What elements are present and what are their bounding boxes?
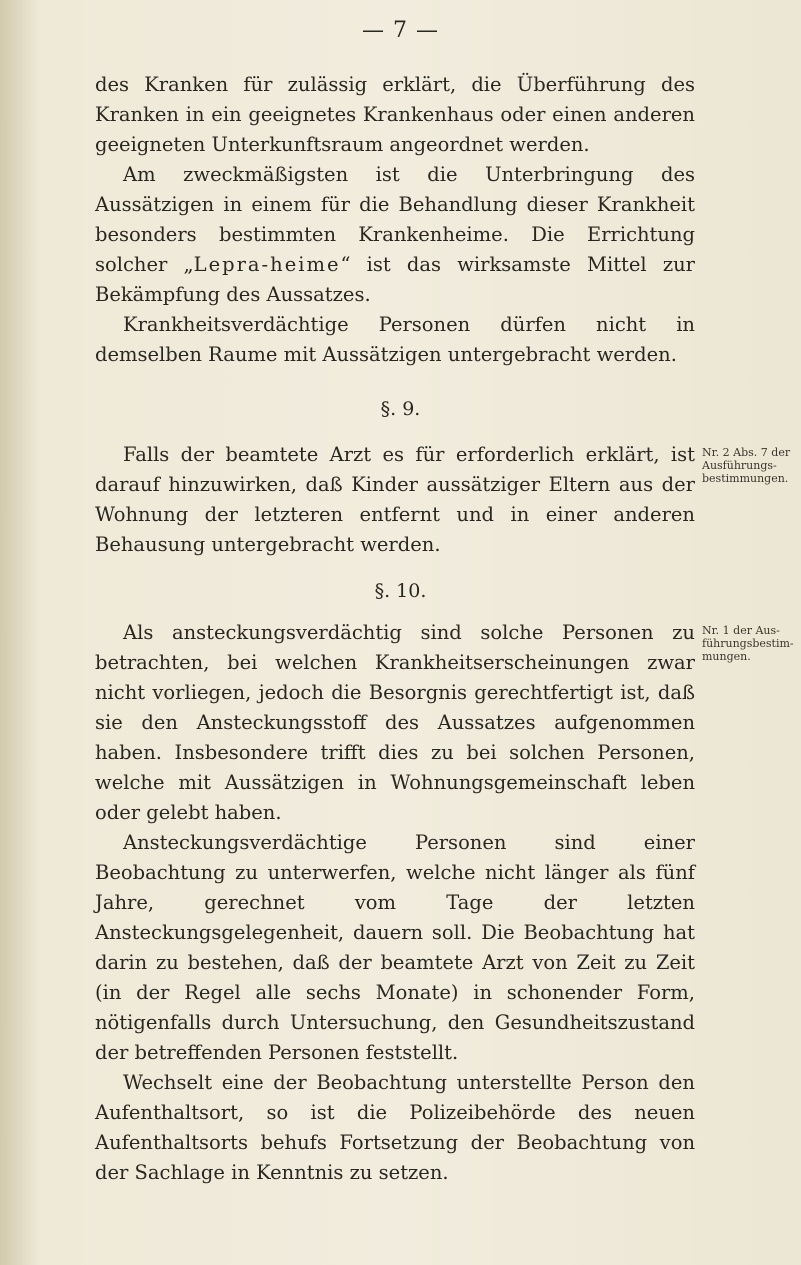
margin-note-1-line-1: Nr. 2 Abs. 7 der	[702, 446, 791, 459]
page-number: — 7 —	[362, 18, 439, 43]
paragraph-6: Ansteckungsverdächtige Personen sind einer Beobachtung zu unterwerfen, welche nicht länger als fünf Jahre, gerechnet vom Tage der letzten Ansteckungsgelegenheit, dauern soll. Die Beobachtung hat darin zu bestehen, daß der beamtete Arzt von Zeit zu Zeit (in der Regel alle sechs Monate) in schonender Form, nötigenfalls durch Untersuchung, den Gesundheitszustand der betreffenden Personen feststellt.	[95, 831, 695, 1064]
margin-note-1	[702, 446, 801, 485]
paragraph-2-part-a: Am zweckmäßigsten ist die Unterbringung des Aussätzigen in einem für die Behandlung dieser Krankheit besonders bestimmten Krankenheime. Die Errichtung solcher „	[95, 163, 695, 276]
paragraph-2	[95, 160, 695, 310]
paragraph-5: Als ansteckungsverdächtig sind solche Personen zu betrachten, bei welchen Krankheitserscheinungen zwar nicht vorliegen, jedoch die Besorgnis gerechtfertigt ist, daß sie den Ansteckungsstoff des Aussatzes aufgenommen haben. Insbesondere trifft dies zu bei solchen Personen, welche mit Aussätzigen in Wohnungsgemeinschaft leben oder gelebt haben.	[95, 621, 695, 824]
margin-note-1-line-3: bestimmungen.	[702, 472, 789, 485]
paragraph-2-part-b: “ ist das wirksamste Mittel zur Bekämpfung des Aussatzes.	[95, 253, 695, 306]
section-heading-9: §. 9.	[380, 398, 421, 420]
text-block-top	[95, 70, 695, 370]
margin-note-2-line-1: Nr. 1 der Aus-	[702, 624, 780, 637]
lepra-heime-term: Lepra-heime	[193, 253, 341, 276]
page-edge-shadow	[0, 0, 40, 1265]
margin-note-2-line-2: führungsbestim-	[702, 637, 794, 650]
paragraph-3: Krankheitsverdächtige Personen dürfen nicht in demselben Raume mit Aussätzigen untergebracht werden.	[95, 313, 695, 366]
margin-note-2	[702, 624, 801, 663]
margin-note-2-line-3: mungen.	[702, 650, 751, 663]
margin-note-1-line-2: Ausführungs-	[702, 459, 777, 472]
text-block-section-9	[95, 440, 695, 560]
paragraph-7: Wechselt eine der Beobachtung unterstellte Person den Aufenthaltsort, so ist die Polizeibehörde des neuen Aufenthaltsorts behufs Fortsetzung der Beobachtung von der Sachlage in Kenntnis zu setzen.	[95, 1071, 695, 1184]
section-heading-10: §. 10.	[374, 580, 427, 602]
paragraph-4: Falls der beamtete Arzt es für erforderlich erklärt, ist darauf hinzuwirken, daß Kinder aussätziger Eltern aus der Wohnung der letzteren entfernt und in einer anderen Behausung untergebracht werden.	[95, 443, 695, 556]
text-block-section-10	[95, 618, 695, 1188]
paragraph-1: des Kranken für zulässig erklärt, die Überführung des Kranken in ein geeignetes Krankenhaus oder einen anderen geeigneten Unterkunftsraum angeordnet werden.	[95, 73, 695, 156]
